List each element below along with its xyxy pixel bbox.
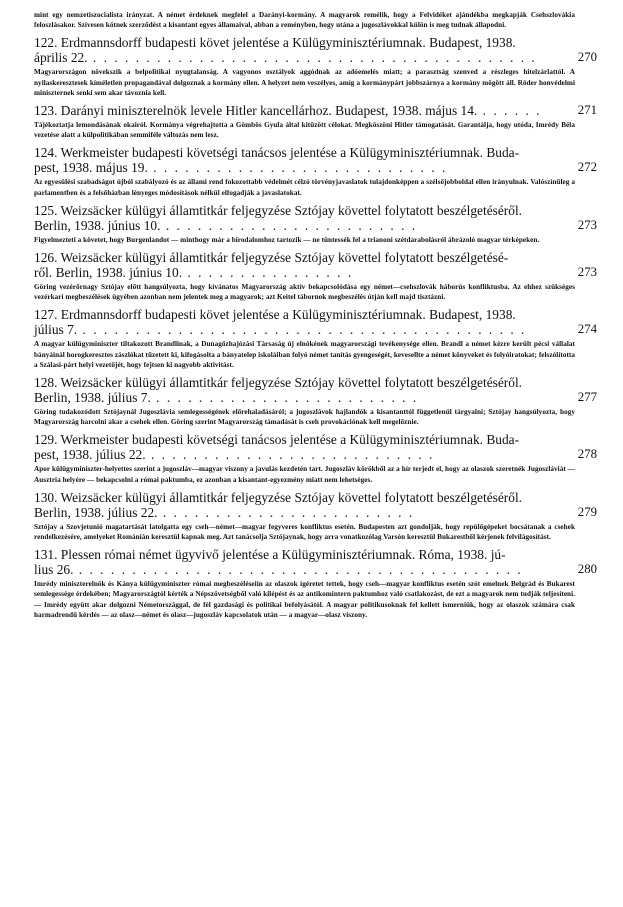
entry-title — [34, 547, 597, 577]
entry-summary: Sztójay a Szovjetunió magatartását latolgatta egy cseh—német—magyar fegyveres konfliktus esetén. Budapesten azt gondolják, hogy repülőgépeket bocsátanak a csehek rendelkezésére, amelyeket Románián keresztül kapnak meg. Azt tanácsolja Sztójaynak, hogy arra vonatkozólag Varsón keresztül Bukarestből kérjenek felvilágosítást. — [34, 522, 575, 542]
entry-title — [34, 35, 597, 65]
entry-page-number: 270 — [577, 50, 597, 65]
entry-title-line1: Weizsäcker külügyi államtitkár feljegyzése Sztójay követtel folytatott beszélgetésé- — [60, 250, 509, 266]
entry-title-line2: pest, 1938. május 19. — [34, 160, 148, 176]
entry-title-line1: Weizsäcker külügyi államtitkár feljegyzése Sztójay követtel folytatott beszélgetéséről. — [60, 489, 523, 505]
entry-title — [34, 203, 597, 233]
entry-title-line1: Werkmeister budapesti követségi tanácsos jelentése a Külügyminisztériumnak. Buda- — [60, 432, 520, 448]
toc-entry — [34, 490, 597, 542]
entry-title-line2: április 22. — [34, 50, 88, 66]
leader-dots: . . . . . . — [477, 103, 542, 119]
toc-entry — [34, 145, 597, 197]
entry-page-number: 279 — [577, 504, 597, 519]
entry-page-number: 278 — [577, 447, 597, 462]
entry-title — [34, 307, 597, 337]
toc-entry — [34, 432, 597, 484]
entry-title-line1: Erdmannsdorff budapesti követ jelentése a Külügyminisztériumnak. Budapest, 1938. — [60, 35, 516, 51]
entry-title — [34, 490, 597, 520]
entry-title-line2: július 7. — [34, 322, 78, 338]
entry-summary: Apor külügyminiszter-helyettes szerint a jugoszláv—magyar viszony a javulás kezdetén tart. Jugoszláv körökből az a hír terjedt el, hogy az olaszok szeretnék Jugoszláviát — Ausztria helyére — bekapcsolni a római paktumba, ez azonban a kisantant-egyezmény miatt nem lehetséges. — [34, 465, 575, 484]
leader-dots: . . . . . . . . . . . . . . . . . . . . . . . . . . . . . . . . . . . . . . . . . . — [73, 562, 523, 578]
entry-summary: Imrédy miniszterelnök és Kánya külügyminiszter római megbeszéléseiin az olaszok ígéretet tettek, hogy cseh—magyar konfliktus esetén szót emelnek Belgrád és Bukarest semlegessége érdekében; Magyarországtól kérték a Népszövetségből való kilépést és az antikomintern paktumhoz való csatlakozást, de ezt a magyarok nem tudják teljesíteni. — Imrédy együtt akar dolgozni Németországgal, de fél gazdasági és politikai befolyásától. A magyar politikusoknak fel kellett ismerniük, hogy az olaszok számára csak harmadrendű kérdés — az olasz—német és olasz—jugoszláv kapcsolatok után — a magyar—olasz viszony. — [34, 580, 575, 619]
entry-page-number: 277 — [577, 390, 597, 405]
leader-dots: . . . . . . . . . . . . . . . . . . . . . . . . . . . . . . . . . . . . . . . . . . — [87, 50, 537, 66]
entry-title-line2: Berlin, 1938. július 7. — [34, 390, 151, 406]
leader-dots: . . . . . . . . . . . . . . . . . . . . . . . . — [160, 217, 418, 233]
document-page — [34, 0, 597, 620]
toc-entry — [34, 203, 597, 245]
entry-summary: Tájékoztatja lemondásának okairól. Kormánya végrehajtotta a Gömbös Gyula által kitűzött célokat. Megköszöni Hitler támogatását. Garantálja, hogy utóda, Imrédy Béla vezetése alatt a külpolitikában semmiféle változás nem lesz. — [34, 121, 575, 140]
entry-title — [34, 250, 597, 280]
toc-entry — [34, 35, 597, 98]
entry-title-line2: ről. Berlin, 1938. június 10. — [34, 265, 183, 281]
leader-dots: . . . . . . . . . . . . . . . . . . . . . . . . . . . . . . . . . . . . . . . . . . — [77, 322, 527, 338]
entry-title — [34, 375, 597, 405]
entry-title-line2: pest, 1938. július 22. — [34, 447, 146, 463]
lead-summary: mint egy nemzetiszocialista irányzat. A német érdeknek megfelel a Darányi-kormány. A magyarok remélik, hogy a Felvidéket ajándékba megkapják Csehszlovákia feloszlásakor. Szívesen kötnek szerződést a kisantant egyes államaival, abban a reményben, hogy utána a jugoszlávokkal külön is meg tudnak állapodni. — [34, 11, 575, 30]
entry-page-number: 274 — [577, 322, 597, 337]
entry-number: 129. — [34, 432, 58, 448]
entry-number: 124. — [34, 145, 58, 161]
entry-number: 131. — [34, 547, 58, 563]
entry-summary: A magyar külügyminiszter tiltakozott Brandlinak, a Dunagőzhajózási Társaság új elnökének magyarországi tevékenysége ellen. Brandl a német kézre került pécsi vállalat bányáinál horogkeresztes zászlókat tűzetett ki, kifogásolta a bányatelep iskoláiban folyó német tanítás gyengeségét, kevesellte a német könyveket és folyóiratokat; felszólította a Szálasi-párt helyi vezetőjét, hogy fejtsen ki nagyobb aktivitást. — [34, 340, 575, 369]
entry-title-line1: Werkmeister budapesti követségi tanácsos jelentése a Külügyminisztériumnak. Buda- — [60, 145, 520, 161]
entry-title — [34, 145, 597, 175]
entry-page-number: 273 — [577, 265, 597, 280]
entry-title-line1: Erdmannsdorff budapesti követ jelentése a Külügyminisztériumnak. Budapest, 1938. — [60, 307, 516, 323]
entry-number: 126. — [34, 250, 58, 266]
leader-dots: . . . . . . . . . . . . . . . . . . . . . . . . . . . — [145, 447, 435, 463]
entry-summary: Göring tudakozódott Sztójaynál Jugoszlávia semlegességének előrehaladásáról; a jugoszlávok hajlandók a kisantanttól függetlenül tárgyalni; Sztójay hangsúlyozta, hogy Magyarország harcolni akar a csehek ellen. Göring szerint Magyarország támadását is cseh provokációnak kell megelőznie. — [34, 408, 575, 427]
entry-title — [34, 103, 597, 118]
leader-dots: . . . . . . . . . . . . . . . . . . . . . . . . — [157, 504, 415, 520]
entry-number: 127. — [34, 307, 58, 323]
entry-page-number: 273 — [577, 217, 597, 232]
toc-entry — [34, 375, 597, 427]
entry-number: 122. — [34, 35, 58, 51]
entry-number: 123. — [34, 103, 58, 119]
entry-page-number: 280 — [577, 562, 597, 577]
toc-entry — [34, 307, 597, 370]
entry-number: 125. — [34, 202, 58, 218]
entry-page-number: 271 — [577, 103, 597, 118]
toc-entries — [34, 35, 597, 620]
entry-page-number: 272 — [577, 160, 597, 175]
entry-title-line2: lius 26. — [34, 562, 74, 578]
entry-summary: Magyarországon növekszik a belpolitikai nyugtalanság. A vagyonos osztályok aggódnak az adóemelés miatt; a parasztság szenved a részleges hitelzárlattól. A nyilaskeresztesek kíméletlen propagandával dolgoznak a kormány ellen. A helyzet nem veszélyes, amíg a kormánypárt jobbszárnya a kormány mögött áll. Röder honvédelmi miniszternek senki sem akar távoznia kell. — [34, 68, 575, 97]
entry-summary: Figyelmezteti a követet, hogy Burgenlandot — minthogy már a birodalomhoz tartozik — ne tüntessék fel a trianoni szétdarabolásról ábrázoló magyar térképeken. — [34, 235, 540, 244]
toc-entry — [34, 103, 597, 140]
toc-entry — [34, 547, 597, 620]
entry-summary: Az egyesülési szabadságot újból szabályozó és az állami rend fokozottabb védelmét célzó törvényjavaslatok tulajdonképpen a szélsőjobboldal ellen irányulnak. Valószínűleg a parlamentben és a felsőházban lényeges módosítások nélkül elfogadják a javaslatokat. — [34, 178, 575, 197]
entry-title-line2: Berlin, 1938. június 10. — [34, 217, 161, 233]
entry-title-line1: Weizsäcker külügyi államtitkár feljegyzése Sztójay követtel folytatott beszélgetéséről. — [60, 375, 523, 391]
entry-title-line1: Plessen római német ügyvivő jelentése a Külügyminisztériumnak. Róma, 1938. jú- — [60, 547, 506, 563]
leader-dots: . . . . . . . . . . . . . . . . . . . . . . . . . — [150, 390, 419, 406]
entry-summary: Göring vezérőrnagy Sztójay előtt hangsúlyozta, hogy kívánatos Magyarország aktív bekapcsolódása egy német—csehszlovák háborús konfliktusba. Az ehhez szükséges vezérkari megbeszélések ügyében azonban nem jelentek meg a magyarok; azt Keitel tábornok megbeszélés útján kell majd tisztázni. — [34, 283, 575, 302]
leader-dots: . . . . . . . . . . . . . . . . — [182, 265, 354, 281]
toc-entry — [34, 250, 597, 302]
entry-number: 128. — [34, 375, 58, 391]
entry-title-line1: Darányi miniszterelnök levele Hitler kancellárhoz. Budapest, 1938. május 14. — [60, 103, 478, 119]
entry-title-line1: Weizsäcker külügyi államtitkár feljegyzése Sztójay követtel folytatott beszélgetéséről. — [60, 202, 523, 218]
entry-title — [34, 432, 597, 462]
entry-number: 130. — [34, 489, 58, 505]
entry-title-line2: Berlin, 1938. július 22. — [34, 504, 158, 520]
leader-dots: . . . . . . . . . . . . . . . . . . . . . . . . . . . . — [147, 160, 448, 176]
